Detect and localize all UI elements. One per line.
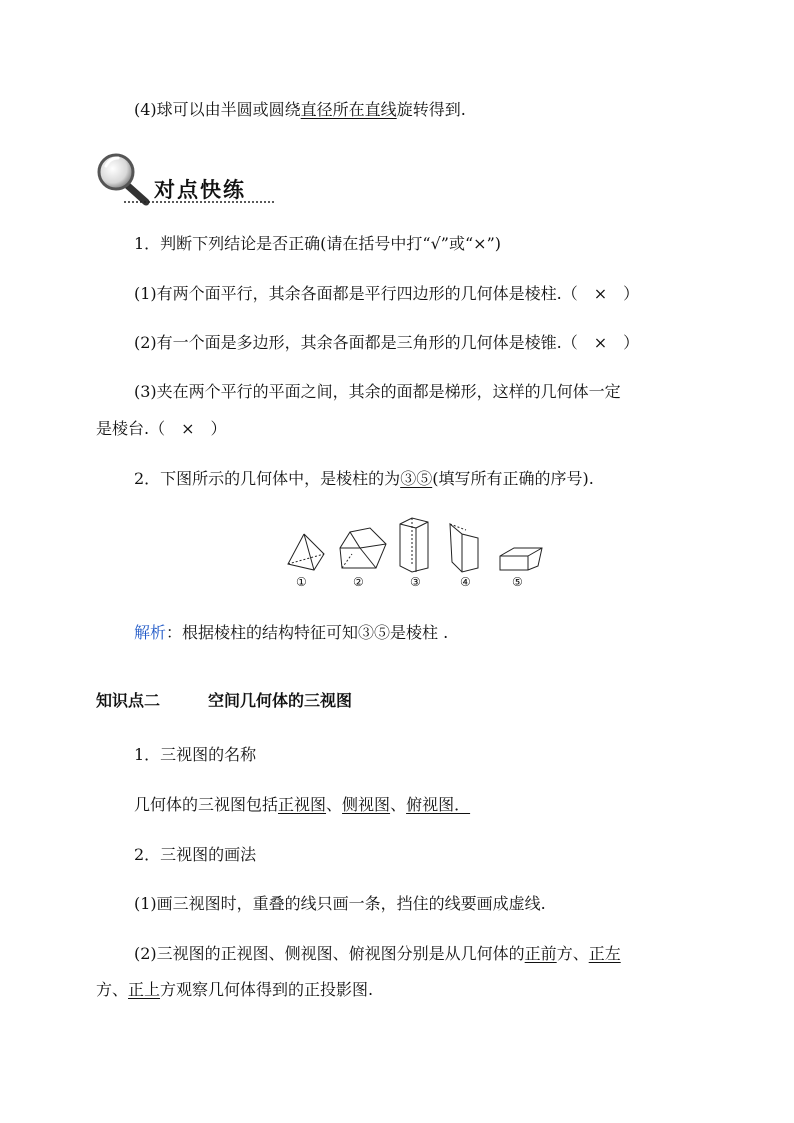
side-view: 侧视图 [342,795,391,814]
q1-statement-2: (2)有一个面是多边形，其余各面都是三角形的几何体是棱锥.（ × ） [134,333,640,352]
p1-heading: 1．三视图的名称 [134,745,257,764]
figure-label-2: ② [353,575,364,589]
p2-rule-1: (1)画三视图时，重叠的线只画一条，挡住的线要画成虚线. [134,894,546,913]
section-title: 空间几何体的三视图 [208,691,353,710]
p2-rule-2-cont [96,980,373,1000]
section-number: 知识点二 [96,691,161,710]
q2-suffix: (填写所有正确的序号). [432,469,594,488]
figure-4-wedge [450,524,478,572]
figure-label-4: ④ [460,575,471,589]
top-view: 俯视图． [406,795,471,814]
item-4-suffix: 旋转得到. [396,100,466,119]
front-view: 正视图 [278,795,327,814]
sep-2: 、 [390,795,407,814]
banner-title: 对点快练 [154,178,246,202]
q2-answer: ③⑤ [400,469,433,488]
figure-2-frustum [340,528,386,568]
p2-rule-2-mid: 方、 [556,944,589,963]
p2-heading: 2．三视图的画法 [134,845,257,864]
p2-rule-2 [134,944,621,964]
p2-rule-2-cont-prefix: 方、 [96,980,129,999]
analysis-text: ：根据棱柱的结构特征可知③⑤是棱柱 . [166,623,449,642]
p2-rule-2-cont-suffix: 方观察几何体得到的正投影图. [160,980,374,999]
left-direction: 正左 [588,944,621,963]
analysis [134,623,448,643]
item-4-underlined: 直径所在直线 [300,100,397,119]
sep-1: 、 [326,795,343,814]
q1-statement-3b: 是棱台.（ × ） [96,419,227,438]
item-4-text: (4)球可以由半圆或圆绕 [134,100,301,119]
figure-label-1: ① [296,575,307,589]
figure-label-5: ⑤ [512,575,523,589]
q2-stem [134,469,594,489]
figure-1-pyramid [288,534,324,570]
p2-rule-2-prefix: (2)三视图的正视图、侧视图、俯视图分别是从几何体的 [134,944,525,963]
analysis-label: 解析 [134,623,167,642]
figure-3-prism [400,518,428,572]
q1-stem: 1．判断下列结论是否正确(请在括号中打“√”或“×”) [134,234,501,253]
front-direction: 正前 [524,944,557,963]
q1-statement-3a: (3)夹在两个平行的平面之间，其余的面都是梯形，这样的几何体一定 [134,382,621,401]
figure-label-3: ③ [410,575,421,589]
figure-5-prism [500,548,542,570]
q1-statement-1: (1)有两个面平行，其余各面都是平行四边形的几何体是棱柱.（ × ） [134,284,640,303]
top-direction: 正上 [128,980,161,999]
item-4 [134,100,466,120]
p1-body [134,795,470,815]
q2-prefix: 2．下图所示的几何体中，是棱柱的为 [134,469,401,488]
p1-prefix: 几何体的三视图包括 [134,795,279,814]
